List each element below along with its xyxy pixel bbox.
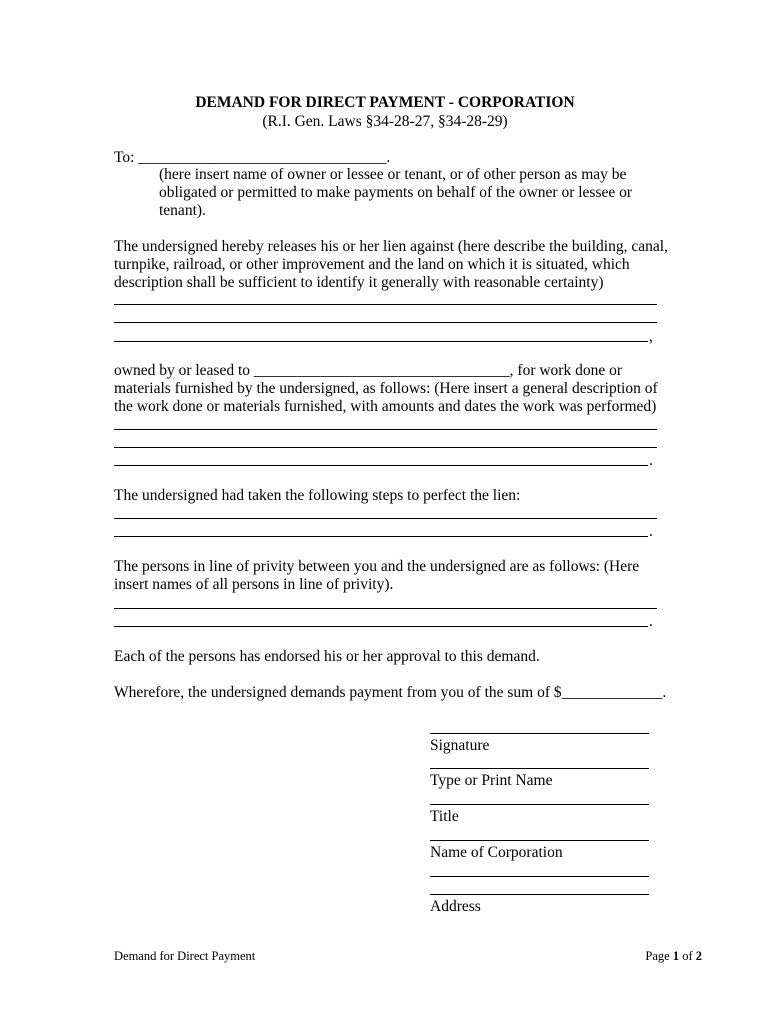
owned-prefix: owned by or leased to: [114, 362, 254, 379]
address-line[interactable]: [430, 894, 649, 895]
release-text-line-2: turnpike, railroad, or other improvement and the land on which it is situated, which: [114, 256, 630, 273]
property-description-line[interactable]: [114, 322, 657, 323]
property-description-line[interactable]: [114, 341, 648, 342]
statute-citation: (R.I. Gen. Laws §34-28-27, §34-28-29): [262, 113, 508, 130]
privity-names-line[interactable]: [114, 626, 648, 627]
title-label: Title: [430, 808, 459, 825]
owner-name-blank[interactable]: _________________________________: [253, 362, 510, 379]
corporation-name-label: Name of Corporation: [430, 844, 563, 861]
privity-text-line-2: insert names of all persons in line of privity).: [114, 576, 394, 593]
work-description-line[interactable]: [114, 447, 657, 448]
owned-text-line-3: the work done or materials furnished, with amounts and dates the work was performed): [114, 398, 657, 415]
address-line[interactable]: [430, 876, 649, 877]
footer-page-number: [645, 949, 702, 964]
lien-steps-line[interactable]: [114, 536, 648, 537]
address-label: Address: [430, 898, 481, 915]
page-prefix: Page: [645, 949, 673, 963]
owned-suffix: , for work done or: [509, 362, 623, 379]
privity-text-line-1: The persons in line of privity between you and the undersigned are as follows: (Here: [114, 558, 640, 575]
privity-names-end-mark: .: [649, 613, 653, 630]
lien-steps-text: The undersigned had taken the following steps to perfect the lien:: [114, 487, 521, 504]
lien-steps-end-mark: .: [649, 523, 653, 540]
wherefore-text: Wherefore, the undersigned demands payment from you of the sum of $_____________.: [114, 684, 667, 701]
corporation-name-line[interactable]: [430, 840, 649, 841]
title-line[interactable]: [430, 804, 649, 805]
work-description-line[interactable]: [114, 429, 657, 430]
to-line: [114, 149, 390, 168]
property-description-line[interactable]: [114, 304, 657, 305]
privity-names-line[interactable]: [114, 608, 657, 609]
to-label: To:: [114, 149, 135, 166]
page-total: 2: [695, 949, 702, 963]
work-description-line[interactable]: [114, 465, 648, 466]
footer-document-name: Demand for Direct Payment: [114, 949, 256, 963]
property-description-end-mark: ,: [649, 328, 653, 345]
owned-text-line-1: [114, 362, 622, 381]
signature-line[interactable]: [430, 733, 649, 734]
endorsed-text: Each of the persons has endorsed his or her approval to this demand.: [114, 648, 540, 665]
signature-label: Signature: [430, 737, 490, 754]
owned-text-line-2: materials furnished by the undersigned, as follows: (Here insert a general description of: [114, 380, 658, 397]
release-text-line-3: description shall be sufficient to identify it generally with reasonable certainty): [114, 274, 604, 291]
page-current: 1: [672, 949, 680, 963]
print-name-label: Type or Print Name: [430, 772, 553, 789]
release-text-line-1: The undersigned hereby releases his or her lien against (here describe the building, canal,: [114, 238, 668, 255]
recipient-blank[interactable]: ________________________________.: [138, 149, 391, 166]
to-note-line-3: tenant).: [159, 202, 206, 219]
to-note-line-2: obligated or permitted to make payments on behalf of the owner or lessee or: [159, 184, 633, 201]
lien-steps-line[interactable]: [114, 518, 657, 519]
work-description-end-mark: .: [649, 452, 653, 469]
to-note-line-1: (here insert name of owner or lessee or tenant, or of other person as may be: [159, 166, 627, 183]
page-of: of: [679, 949, 696, 963]
document-title: DEMAND FOR DIRECT PAYMENT - CORPORATION: [195, 94, 575, 111]
print-name-line[interactable]: [430, 768, 649, 769]
